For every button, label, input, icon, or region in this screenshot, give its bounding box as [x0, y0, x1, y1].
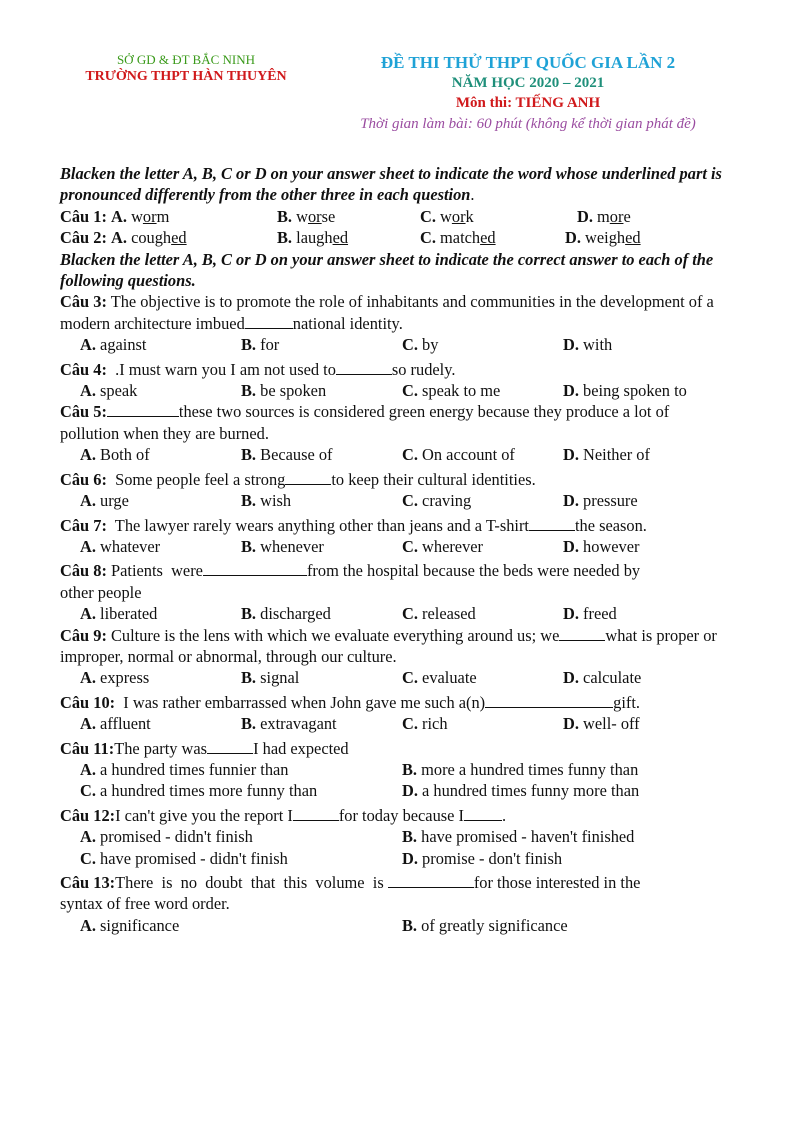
instruction-pronunciation: Blacken the letter A, B, C or D on your answer sheet to indicate the word whose underlined part is pronounced differently from the other three in each question. [60, 164, 722, 205]
question-11: Câu 11:The party was I had expected A. a hundred times funnier than B. more a hundred times funny than C. a hundred times more funny than D. a hundred times funny more than [60, 738, 640, 801]
answer-blank [388, 873, 474, 888]
option-b[interactable]: B. discharged [241, 604, 331, 624]
answer-blank [336, 360, 392, 375]
question-2: Câu 2: A. coughed B. laughed C. matched D. weighed [60, 228, 641, 248]
question-7: Câu 7: The lawyer rarely wears anything other than jeans and a T-shirt the season. A. whatever B. whenever C. wherever D. however [60, 515, 647, 556]
option-c[interactable]: work [440, 206, 474, 226]
instruction-correct-answer: Blacken the letter A, B, C or D on your answer sheet to indicate the correct answer to each of the following questions. [60, 249, 714, 291]
option-a[interactable]: A. Both of [80, 445, 150, 465]
exam-header [318, 52, 738, 134]
answer-blank [285, 470, 331, 485]
answer-blank [207, 739, 253, 754]
question-label: Câu 13: [60, 873, 116, 892]
option-b[interactable]: B. Because of [241, 445, 333, 465]
option-c[interactable]: C. by [402, 335, 439, 355]
option-d[interactable]: D. however [563, 536, 640, 556]
option-c[interactable]: C. speak to me [402, 381, 501, 401]
exam-content [60, 163, 732, 936]
option-b[interactable]: B. of greatly significance [402, 915, 568, 935]
option-d[interactable]: D. being spoken to [563, 381, 687, 401]
subject: Môn thi: TIẾNG ANH [455, 95, 601, 111]
question-10: Câu 10: I was rather embarrassed when John gave me such a(n) gift. A. affluent B. extravagant C. rich D. well- off [60, 692, 640, 734]
question-1: Câu 1: A. worm B. worse C. work D. more [60, 206, 631, 226]
option-a[interactable]: A. significance [80, 915, 180, 935]
question-8: Câu 8: Patients were from the hospital because the beds were needed by other people A. liberated B. discharged C. released D. freed [60, 561, 641, 624]
question-13: Câu 13:There is no doubt that this volume is for those interested in the syntax of free word order. A. significance B. of greatly significance [60, 873, 641, 935]
question-label: Câu 8: [60, 561, 107, 581]
option-c[interactable]: matched [440, 228, 496, 248]
option-b[interactable]: worse [296, 206, 336, 226]
option-a[interactable]: A. express [80, 668, 150, 688]
question-label: Câu 7: [60, 515, 107, 535]
time-allowed: Thời gian làm bài: 60 phút (không kể thời gian phát đề) [360, 116, 696, 132]
question-label: Câu 4: [60, 359, 107, 379]
department-name: SỞ GD & ĐT BẮC NINH [116, 52, 256, 67]
option-a[interactable]: A. whatever [80, 536, 161, 556]
option-d[interactable]: D. with [563, 335, 613, 355]
answer-blank [559, 626, 605, 641]
option-c[interactable]: C. rich [402, 714, 448, 734]
question-label: Câu 3: [60, 292, 107, 312]
option-a[interactable]: A. affluent [80, 714, 151, 734]
option-a[interactable]: A. a hundred times funnier than [80, 759, 289, 779]
option-a[interactable]: A. promised - didn't finish [80, 827, 253, 847]
option-c[interactable]: C. evaluate [402, 668, 477, 688]
question-12: Câu 12:I can't give you the report I for today because I . A. promised - didn't finish B. have promised - haven't finished C. have promised - didn't finish D. promise - don't finish [60, 805, 635, 868]
question-label: Câu 12: [60, 805, 116, 825]
option-c[interactable]: C. have promised - didn't finish [80, 848, 288, 868]
school-name: TRƯỜNG THPT HÀN THUYÊN [85, 69, 287, 84]
option-d[interactable]: D. a hundred times funny more than [402, 781, 640, 801]
question-label: Câu 5: [60, 402, 107, 422]
option-d[interactable]: D. freed [563, 604, 617, 624]
option-a[interactable]: A. urge [80, 491, 129, 511]
question-label: Câu 1: [60, 206, 107, 226]
answer-blank [293, 806, 339, 821]
option-b[interactable]: B. extravagant [241, 714, 337, 734]
option-d[interactable]: D. pressure [563, 491, 638, 511]
question-3: Câu 3: The objective is to promote the role of inhabitants and communities in the development of a modern architecture imbued national identity. A. against B. for C. by D. with [60, 292, 714, 355]
option-a[interactable]: coughed [131, 228, 187, 248]
option-c[interactable]: C. On account of [402, 445, 515, 465]
answer-blank [203, 561, 307, 576]
question-label: Câu 11: [60, 738, 115, 758]
option-c[interactable]: C. released [402, 604, 476, 624]
answer-blank [529, 516, 575, 531]
option-b[interactable]: B. for [241, 335, 280, 355]
answer-blank [107, 402, 179, 417]
question-label: Câu 6: [60, 469, 107, 489]
option-a[interactable]: A. against [80, 335, 147, 355]
option-d[interactable]: D. Neither of [563, 445, 650, 465]
question-4: Câu 4: .I must warn you I am not used to so rudely. A. speak B. be spoken C. speak to me D. being spoken to [60, 359, 687, 401]
option-d[interactable]: D. promise - don't finish [402, 848, 563, 868]
option-a[interactable]: worm [131, 206, 170, 226]
option-d[interactable]: more [597, 206, 631, 226]
option-b[interactable]: B. whenever [241, 536, 324, 556]
answer-blank [464, 806, 502, 821]
school-header [58, 52, 314, 86]
question-5: Câu 5: these two sources is considered green energy because they produce a lot of pollution when they are burned. A. Both of B. Because of C. On account of D. Neither of [60, 402, 670, 465]
option-a[interactable]: A. speak [80, 381, 138, 401]
option-d[interactable]: weighed [585, 228, 641, 248]
question-label: Câu 10: [60, 692, 116, 712]
question-label: Câu 9: [60, 625, 107, 645]
exam-title: ĐỀ THI THỬ THPT QUỐC GIA LẦN 2 [380, 53, 676, 72]
option-c[interactable]: C. wherever [402, 536, 484, 556]
school-year: NĂM HỌC 2020 – 2021 [451, 75, 605, 91]
option-c[interactable]: C. craving [402, 491, 472, 511]
option-d[interactable]: D. well- off [563, 714, 640, 734]
question-label: Câu 2: [60, 228, 107, 248]
option-b[interactable]: B. have promised - haven't finished [402, 827, 635, 847]
answer-blank [485, 693, 613, 708]
option-b[interactable]: B. more a hundred times funny than [402, 759, 639, 779]
option-b[interactable]: B. be spoken [241, 381, 327, 401]
option-b[interactable]: B. wish [241, 491, 292, 511]
option-b[interactable]: B. signal [241, 668, 300, 688]
option-d[interactable]: D. calculate [563, 668, 642, 688]
question-9: Câu 9: Culture is the lens with which we evaluate everything around us; we what is proper or improper, normal or abnormal, through our culture. A. express B. signal C. evaluate D. calculate [60, 625, 717, 688]
question-6: Câu 6: Some people feel a strong to keep their cultural identities. A. urge B. wish C. craving D. pressure [60, 469, 638, 511]
option-b[interactable]: laughed [296, 228, 349, 248]
option-c[interactable]: C. a hundred times more funny than [80, 781, 318, 801]
option-a[interactable]: A. liberated [80, 604, 158, 624]
answer-blank [245, 314, 293, 329]
